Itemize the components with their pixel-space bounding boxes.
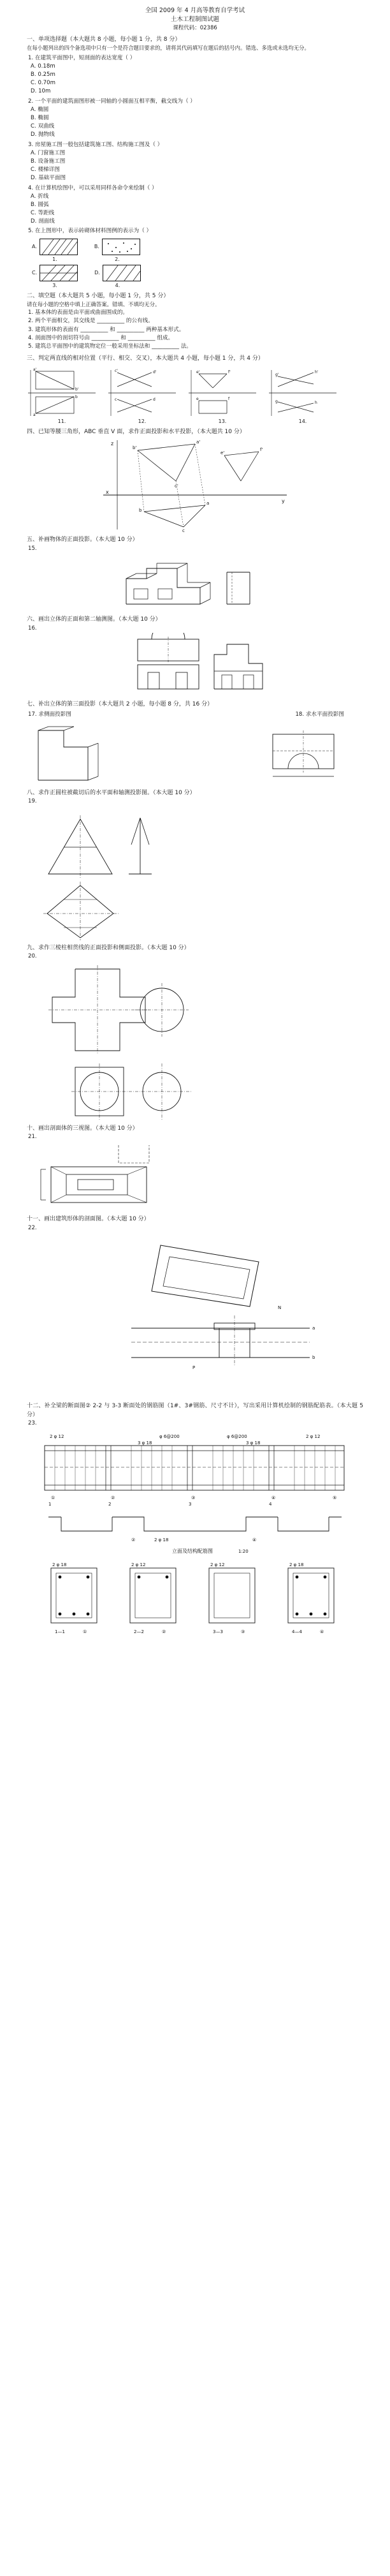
section-4-heading: 四、已知等腰三角形，ABC 垂直 V 面，求作正面投影和水平投影，（本大题共 10 分） (27, 428, 245, 435)
fill-3[interactable]: 3. 建筑形体的表面有 __________ 和 __________ 两种基本形式。 (28, 326, 185, 333)
svg-text:2: 2 (108, 1502, 112, 1507)
q5-option-c-label: C. (32, 270, 38, 276)
hatch-pattern-crosshatch (40, 265, 78, 281)
q5-option-a-group[interactable] (32, 239, 78, 262)
hatch-pattern-diagonal (40, 239, 78, 255)
fill-2[interactable]: 2. 两个平面相交，其交线是 __________ 的公有线。 (28, 318, 154, 325)
axonometric-solid-diagram (119, 553, 271, 612)
section-8-figure-wrap (38, 806, 363, 940)
svg-text:h': h' (315, 369, 319, 374)
rebar-elevation-diagram (36, 1428, 354, 1562)
section-10-number: 21. (28, 1134, 37, 1140)
section-8-number: 19. (28, 798, 37, 805)
svg-text:②: ② (162, 1629, 166, 1635)
section-11-figure-wrap (27, 1232, 363, 1398)
svg-text:g': g' (275, 372, 279, 377)
svg-text:f: f (228, 396, 230, 401)
q5-option-b-group[interactable] (94, 239, 140, 262)
question-5-stem: 5. 在上图形中，表示砖砌体材料图例的表示为（ ） (28, 228, 152, 235)
section-6-number: 16. (28, 625, 37, 632)
figure-11-caption: 11. (57, 418, 66, 424)
cylinder-cut-diagram (38, 806, 204, 940)
svg-text:2 φ 18: 2 φ 18 (52, 1562, 67, 1568)
question-2-option-d[interactable]: D. 抛物线 (31, 131, 55, 138)
section-1-note: 在每小题列出的四个备选项中只有一个是符合题目要求的，请将其代码填写在题后的括号内。错选、多选或未选均无分。 (27, 45, 310, 52)
svg-text:N: N (278, 1305, 282, 1311)
section-11-number: 22. (28, 1224, 37, 1231)
svg-text:④: ④ (271, 1495, 276, 1501)
svg-text:h: h (315, 400, 317, 405)
question-4-option-d[interactable]: D. 剖面线 (31, 218, 55, 225)
q5-subcap-1: 1. (52, 256, 57, 262)
q5-subcap-4: 4. (115, 282, 120, 288)
exam-title-line1: 全国 2009 年 4 月高等教育自学考试 (145, 7, 245, 14)
svg-text:b: b (75, 394, 78, 399)
rebar-sections-wrap (27, 1562, 363, 1645)
third-view-problem-right (256, 722, 352, 785)
projection-diagram-11 (27, 367, 97, 417)
section-12-number: 23. (28, 1420, 37, 1427)
svg-text:②: ② (131, 1537, 136, 1543)
section-10-heading: 十、画出剖面体的三视图。（本大题 10 分） (27, 1125, 138, 1132)
figure-13 (187, 367, 257, 424)
svg-text:x: x (106, 489, 109, 496)
question-3-stem: 3. 房屋施工图一般包括建筑施工图、结构施工图及（ ） (28, 141, 163, 148)
question-2-stem: 2. 一个平面的建筑面图形被一同轴的小圆面互相平衡，截交线为（ ） (28, 98, 196, 105)
svg-text:a: a (312, 1326, 315, 1331)
svg-text:1: 1 (48, 1502, 52, 1507)
section-4-figure-wrap (27, 436, 363, 532)
svg-text:4—4: 4—4 (292, 1629, 302, 1635)
hatch-pattern-brick (103, 265, 141, 281)
svg-text:3 φ 18: 3 φ 18 (246, 1440, 261, 1446)
svg-text:3: 3 (189, 1502, 192, 1507)
svg-text:2 φ 12: 2 φ 12 (210, 1562, 225, 1568)
question-1-option-a[interactable]: A. 0.18m (31, 63, 55, 70)
section-10-figure-wrap (37, 1141, 363, 1211)
fill-1: 1. 基本体的表面是由平面或曲面围成的。 (28, 309, 129, 316)
svg-text:2 φ 18: 2 φ 18 (154, 1537, 169, 1543)
question-5-figure-row-2 (32, 265, 363, 288)
fill-5[interactable]: 5. 建筑总平面图中的建筑物定位一般采用坐标法和 __________ 法。 (28, 343, 192, 350)
svg-text:④: ④ (320, 1629, 324, 1635)
building-section-diagram (68, 1232, 322, 1398)
hatch-pattern-dots (102, 239, 140, 255)
svg-text:3—3: 3—3 (213, 1629, 223, 1635)
section-view-diagram (37, 1141, 190, 1211)
svg-text:b': b' (133, 445, 137, 451)
section-3-heading: 三、判定两直线的相对位置（平行、相交、交叉），本大题共 4 小题，每小题 1 分，共 4 分） (27, 355, 264, 362)
section-6-heading: 六、画出立体的正面和第二轴测图。（本大题 10 分） (27, 616, 161, 623)
q5-subcap-2: 2. (115, 256, 120, 262)
section-2-heading: 二、填空题（本大题共 5 小题，每小题 1 分，共 5 分） (27, 292, 170, 299)
q5-option-a-label: A. (32, 244, 37, 250)
svg-text:2 φ 12: 2 φ 12 (50, 1434, 64, 1440)
figure-12-caption: 12. (138, 418, 147, 424)
svg-text:③: ③ (241, 1629, 245, 1635)
svg-text:a': a' (196, 440, 201, 445)
projection-diagram-12 (107, 367, 177, 417)
two-view-solid-diagram (112, 633, 278, 697)
section-11-heading: 十一、画出建筑形体的剖面图。（本大题 10 分） (27, 1216, 150, 1223)
section-7-right-label: 18. 求水平面投影图 (295, 711, 344, 718)
svg-text:2—2: 2—2 (134, 1629, 144, 1635)
q5-option-c-group[interactable] (32, 265, 78, 288)
section-5-heading: 五、补画物体的正面投影。（本大题 10 分） (27, 537, 138, 544)
svg-text:3 φ 18: 3 φ 18 (138, 1440, 152, 1446)
question-4-option-c[interactable]: C. 等距线 (31, 209, 55, 216)
svg-text:①: ① (83, 1629, 87, 1635)
question-2-option-a[interactable]: A. 椭圆 (31, 107, 49, 114)
triangle-projection-diagram (99, 436, 291, 532)
section-7-heading: 七、补出立体的第三面投影（本大题共 2 小题，每小题 8 分，共 16 分） (27, 701, 213, 708)
q5-option-d-label: D. (94, 270, 100, 276)
svg-text:b: b (312, 1355, 315, 1361)
question-5-figure-row-1 (32, 239, 363, 262)
projection-diagram-13 (187, 367, 257, 417)
page-header (27, 6, 363, 32)
svg-text:2 φ 12: 2 φ 12 (131, 1562, 146, 1568)
svg-text:f': f' (228, 369, 231, 374)
svg-text:c: c (115, 397, 117, 402)
question-2-option-b[interactable]: B. 椭圆 (31, 115, 49, 122)
svg-text:y: y (282, 498, 285, 505)
question-4-option-a[interactable]: A. 折线 (31, 193, 49, 200)
question-3-option-d[interactable]: D. 基础平面图 (31, 174, 66, 181)
svg-text:④: ④ (252, 1537, 257, 1543)
svg-text:①: ① (51, 1495, 55, 1501)
figure-13-caption: 13. (218, 418, 227, 424)
svg-text:d': d' (153, 369, 157, 374)
svg-text:立面及结构配筋图: 立面及结构配筋图 (172, 1548, 213, 1555)
section-5-figure-wrap (27, 553, 363, 612)
q5-option-b-label: B. (94, 244, 99, 250)
figure-11 (27, 367, 97, 424)
question-3-option-b[interactable]: B. 设备施工图 (31, 158, 66, 165)
svg-text:2 φ 18: 2 φ 18 (289, 1562, 304, 1568)
svg-text:φ 6@200: φ 6@200 (227, 1434, 247, 1440)
question-1-option-b[interactable]: B. 0.25m (31, 71, 55, 78)
exam-title-line2: 土木工程制图试题 (170, 15, 219, 23)
question-3-option-c[interactable]: C. 楼梯详图 (31, 166, 60, 173)
question-1-option-d[interactable]: D. 10m (31, 87, 51, 94)
section-12-heading: 十二、补全梁的断面图② 2-2 与 3-3 断面处的钢筋图（1#、3#钢筋、尺寸不计），写出采用计算机绘制的钢筋配筋表。（本大题 5 分） (27, 1403, 363, 1418)
svg-text:φ 6@200: φ 6@200 (159, 1434, 180, 1440)
section-8-heading: 八、求作正圆柱被截切后的水平面和轴测投影图。（本大题 10 分） (27, 789, 196, 796)
third-view-problem-left (27, 722, 122, 785)
question-4-option-b[interactable]: B. 圆弧 (31, 201, 49, 208)
figure-14-caption: 14. (298, 418, 307, 424)
svg-text:c: c (182, 528, 185, 533)
section-2-note: 请在每小题的空格中填上正确答案。错填、不填均无分。 (27, 301, 161, 308)
rebar-cross-sections-diagram (36, 1562, 354, 1645)
svg-text:c': c' (115, 368, 118, 373)
question-3-option-a[interactable]: A. 门窗施工图 (31, 150, 66, 157)
rebar-elevation-wrap (27, 1428, 363, 1562)
section-3-figures (27, 367, 363, 424)
svg-text:b': b' (75, 387, 79, 392)
svg-text:②: ② (111, 1495, 115, 1501)
question-4-stem: 4. 在计算机绘图中，可以采用同样各命令来绘制（ ） (28, 184, 157, 191)
svg-text:z: z (111, 441, 114, 447)
svg-text:③: ③ (191, 1495, 196, 1501)
course-code: 课程代码：02386 (173, 24, 217, 31)
svg-text:g: g (275, 399, 278, 404)
section-5-number: 15. (28, 545, 37, 552)
section-6-figure-wrap (27, 633, 363, 697)
fill-4[interactable]: 4. 剖面图中的剖切符号由 __________ 和 __________ 组成。 (28, 334, 174, 341)
svg-text:f': f' (260, 447, 263, 453)
svg-text:b: b (139, 508, 142, 514)
svg-text:e': e' (220, 450, 225, 456)
svg-text:a: a (206, 501, 210, 507)
figure-14 (268, 367, 338, 424)
section-9-heading: 九、求作三棱柱相贯线的正面投影和侧面投影。（本大题 10 分） (27, 944, 190, 951)
prism-intersection-diagram (37, 961, 228, 1121)
question-1-option-c[interactable]: C. 0.70m (31, 80, 55, 87)
svg-text:e: e (196, 396, 199, 401)
svg-text:c': c' (175, 484, 178, 489)
svg-text:1—1: 1—1 (55, 1629, 65, 1635)
question-1-stem: 1. 在建筑平面图中，短剖面的表达宽度（ ） (28, 54, 136, 61)
projection-diagram-14 (268, 367, 338, 417)
q5-subcap-3: 3. (52, 282, 57, 288)
section-9-number: 20. (28, 953, 37, 960)
section-1-heading: 一、单项选择题（本大题共 8 小题，每小题 1 分，共 8 分） (27, 36, 181, 43)
svg-text:a': a' (33, 367, 37, 372)
question-2-option-c[interactable]: C. 双曲线 (31, 122, 55, 130)
svg-text:⑤: ⑤ (333, 1495, 337, 1501)
svg-text:e': e' (196, 369, 200, 374)
figure-12 (107, 367, 177, 424)
section-9-figure-wrap (37, 961, 363, 1121)
svg-text:a: a (33, 412, 36, 417)
svg-text:1:20: 1:20 (238, 1549, 249, 1555)
svg-text:2 φ 12: 2 φ 12 (306, 1434, 321, 1440)
svg-text:P: P (192, 1365, 196, 1371)
svg-text:d: d (153, 397, 155, 402)
q5-option-d-group[interactable] (94, 265, 141, 288)
section-7-left-label: 17. 求侧面投影图 (28, 711, 71, 718)
svg-text:4: 4 (269, 1502, 272, 1507)
